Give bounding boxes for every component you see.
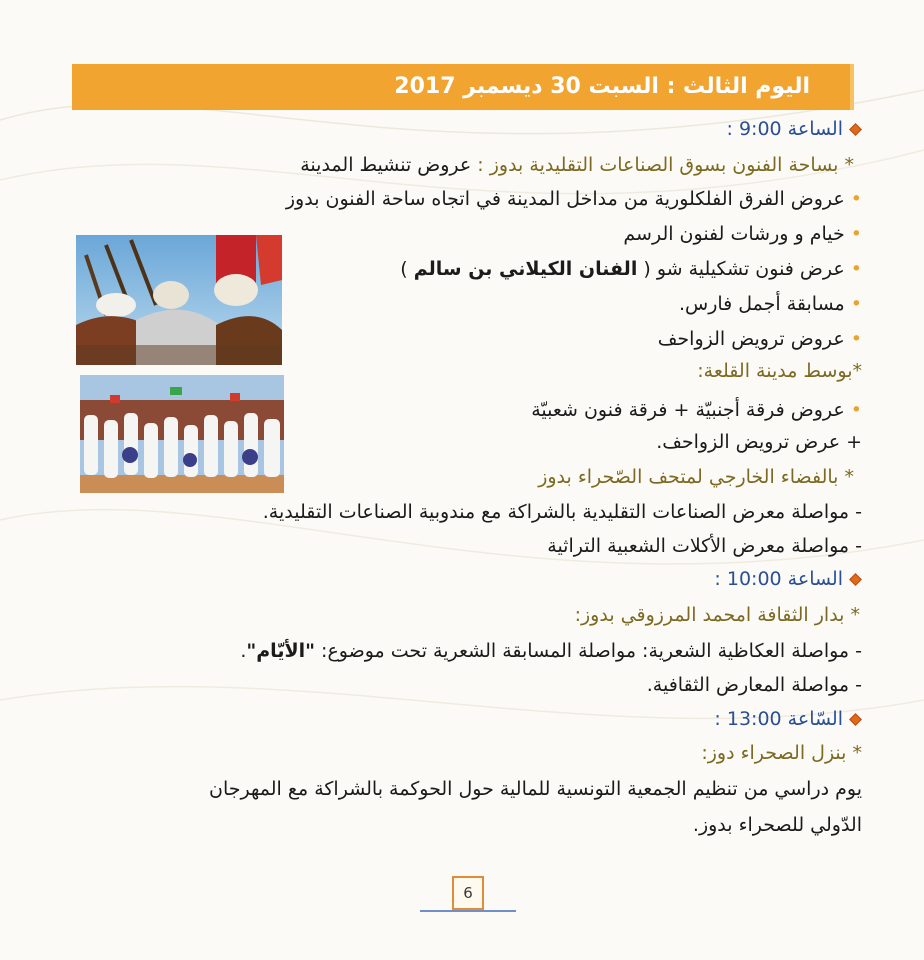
- list-item: - مواصلة المعارض الثقافية.: [646, 674, 862, 696]
- time-label: الساعة 10:00 :: [714, 568, 843, 590]
- bullet-icon: •: [850, 399, 862, 421]
- list-item: [658, 324, 862, 354]
- time-heading-1300: [714, 704, 860, 734]
- diamond-icon: [849, 573, 862, 586]
- item-text-end: .: [240, 640, 247, 662]
- list-item: [286, 184, 862, 214]
- item-text: - مواصلة العكاظية الشعرية: مواصلة المسابقة الشعرية تحت موضوع:: [315, 640, 862, 662]
- horsemen-photo: [76, 235, 282, 365]
- item-text: خيام و ورشات لفنون الرسم: [623, 223, 845, 245]
- list-item: [240, 636, 862, 666]
- bullet-icon: •: [850, 293, 862, 315]
- item-text-end: ): [400, 258, 414, 280]
- artist-name: الفنان الكيلاني بن سالم: [413, 258, 638, 280]
- item-text: عرض فنون تشكيلية شو (: [637, 258, 845, 280]
- time-heading-1000: [714, 564, 860, 594]
- item-text: عروض تنشيط المدينة: [300, 154, 478, 176]
- list-item: [300, 150, 854, 180]
- paragraph-line: يوم دراسي من تنظيم الجمعية التونسية للمالية حول الحوكمة بالشراكة مع المهرجان: [209, 778, 862, 800]
- location-label: *بوسط مدينة القلعة:: [697, 360, 862, 382]
- list-item: [400, 254, 862, 284]
- crowd-photo: [80, 375, 284, 493]
- item-text: عروض فرقة أجنبيّة + فرقة فنون شعبيّة: [531, 399, 845, 421]
- diamond-icon: [849, 713, 862, 726]
- bullet-icon: •: [850, 328, 862, 350]
- bullet-icon: •: [850, 258, 862, 280]
- list-item: [623, 219, 862, 249]
- list-item: [679, 289, 862, 319]
- time-label: الساعة 9:00 :: [726, 118, 843, 140]
- list-item: [531, 395, 862, 425]
- list-item: - مواصلة معرض الأكلات الشعبية التراثية: [547, 535, 862, 557]
- day-header-banner: [72, 64, 854, 110]
- bullet-icon: •: [850, 188, 862, 210]
- diamond-icon: [849, 123, 862, 136]
- list-item: - مواصلة معرض الصناعات التقليدية بالشراكة مع مندوبية الصناعات التقليدية.: [262, 501, 862, 523]
- paragraph-line: الدّولي للصحراء بدوز.: [692, 814, 862, 836]
- location-label: * بنزل الصحراء دوز:: [701, 742, 862, 764]
- item-text: عروض الفرق الفلكلورية من مداخل المدينة في اتجاه ساحة الفنون بدوز: [285, 188, 845, 210]
- location-label: * بالفضاء الخارجي لمتحف الصّحراء بدوز: [538, 466, 854, 488]
- item-text: عروض ترويض الزواحف: [657, 328, 845, 350]
- list-item: + عرض ترويض الزواحف.: [656, 431, 862, 453]
- location-label: * بدار الثقافة امحمد المرزوقي بدوز:: [574, 604, 860, 626]
- page-number: 6: [452, 876, 484, 910]
- theme-title: "الأيّام": [246, 640, 316, 662]
- time-label: السّاعة 13:00 :: [714, 708, 843, 730]
- day-header-title: اليوم الثالث : السبت 30 ديسمبر 2017: [394, 74, 810, 99]
- time-heading-0900: [727, 114, 861, 144]
- item-text: مسابقة أجمل فارس.: [678, 293, 845, 315]
- bullet-icon: •: [850, 223, 862, 245]
- location-label: * بساحة الفنون بسوق الصناعات التقليدية بدوز :: [477, 154, 854, 176]
- page-number-rule: [420, 910, 516, 912]
